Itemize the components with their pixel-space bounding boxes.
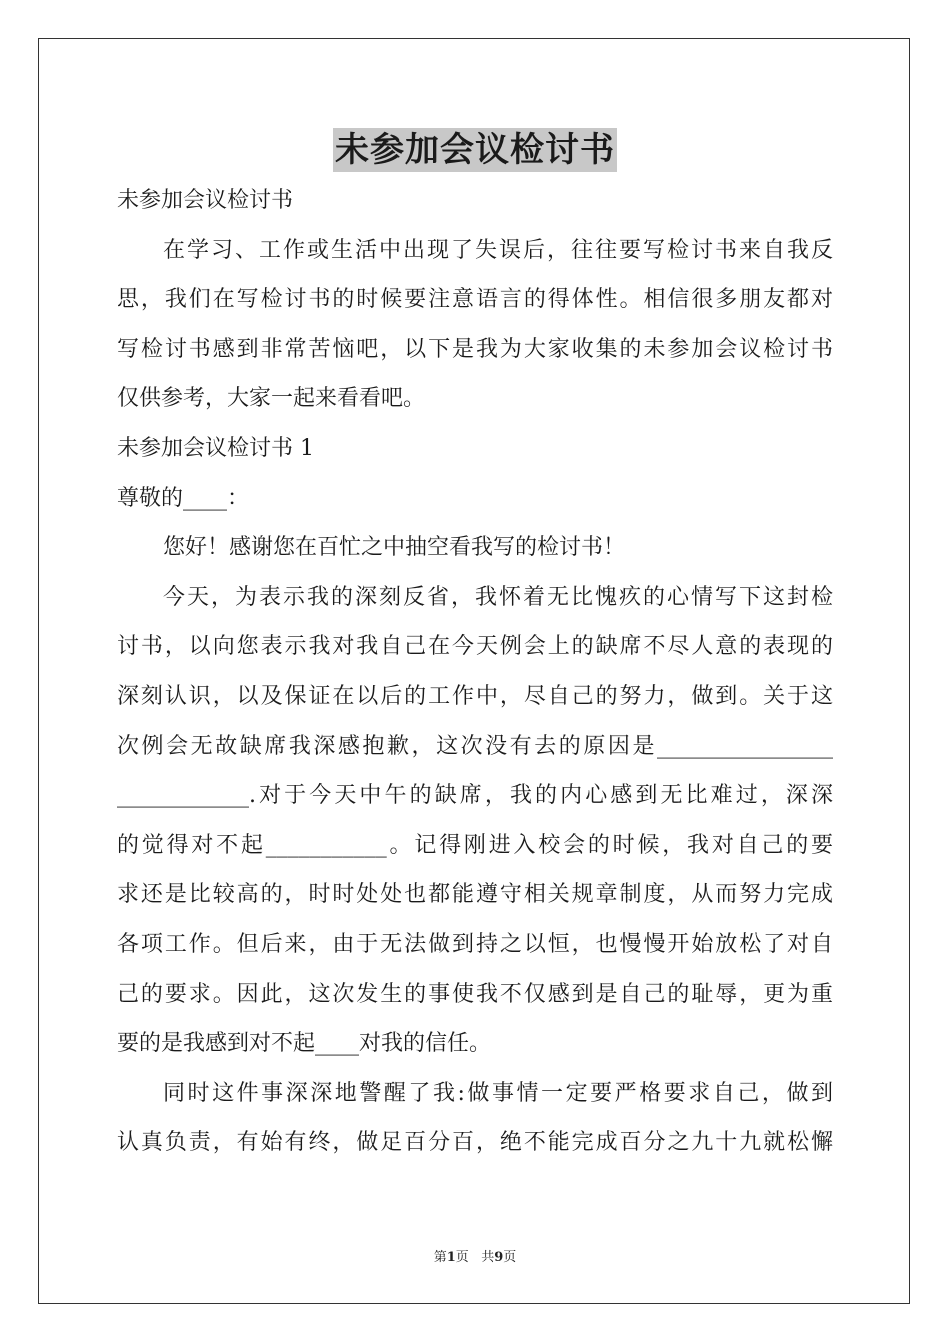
text-line: 要的是我感到对不起____对我的信任。 [117,1031,492,1057]
text-line: 今天，为表示我的深刻反省，我怀着无比愧疚的心情写下这封检 [163,584,833,610]
text-line: ____________.对于今天中午的缺席，我的内心感到无比难过，深深 [117,783,833,809]
page-footer [0,1246,950,1265]
text-line: 在学习、工作或生活中出现了失误后，往往要写检讨书来自我反 [163,237,833,263]
text-line: 己的要求。因此，这次发生的事使我不仅感到是自己的耻辱，更为重 [117,981,833,1007]
text-line: 同时这件事深深地警醒了我:做事情一定要严格要求自己，做到 [163,1080,833,1106]
footer-total-suffix: 页 [503,1250,517,1265]
footer-page-prefix: 第 [433,1250,447,1265]
title-container [0,128,950,172]
text-line: 认真负责，有始有终，做足百分百，绝不能完成百分之九十九就松懈 [117,1130,833,1156]
text-line: 写检讨书感到非常苦恼吧，以下是我为大家收集的未参加会议检讨书 [117,336,833,362]
footer-total-prefix: 共 [481,1250,495,1265]
footer-page-number: 1 [446,1250,456,1265]
text-line: 未参加会议检讨书 [117,188,294,213]
text-line: 仅供参考，大家一起来看看吧。 [117,386,426,412]
text-line: 深刻认识，以及保证在以后的工作中，尽自己的努力，做到。关于这 [117,683,833,709]
document-title: 未参加会议检讨书 [335,130,615,170]
text-line: 您好！感谢您在百忙之中抽空看我写的检讨书！ [163,535,626,561]
text-line: 讨书，以向您表示我对我自己在今天例会上的缺席不尽人意的表现的 [117,634,833,660]
document-body [117,176,833,1168]
footer-page-suffix: 页 [455,1250,469,1265]
text-line: 的觉得对不起___________。记得刚进入校会的时候，我对自己的要 [117,832,833,858]
text-line: 尊敬的____： [117,485,250,511]
text-line: 未参加会议检讨书 1 [117,435,314,461]
text-line: 次例会无故缺席我深感抱歉，这次没有去的原因是________________ [117,733,833,759]
footer-total-number: 9 [494,1250,504,1265]
text-line: 求还是比较高的，时时处处也都能遵守相关规章制度，从而努力完成 [117,882,833,908]
text-line: 思，我们在写检讨书的时候要注意语言的得体性。相信很多朋友都对 [117,287,833,313]
text-line: 各项工作。但后来，由于无法做到持之以恒，也慢慢开始放松了对自 [117,931,833,957]
